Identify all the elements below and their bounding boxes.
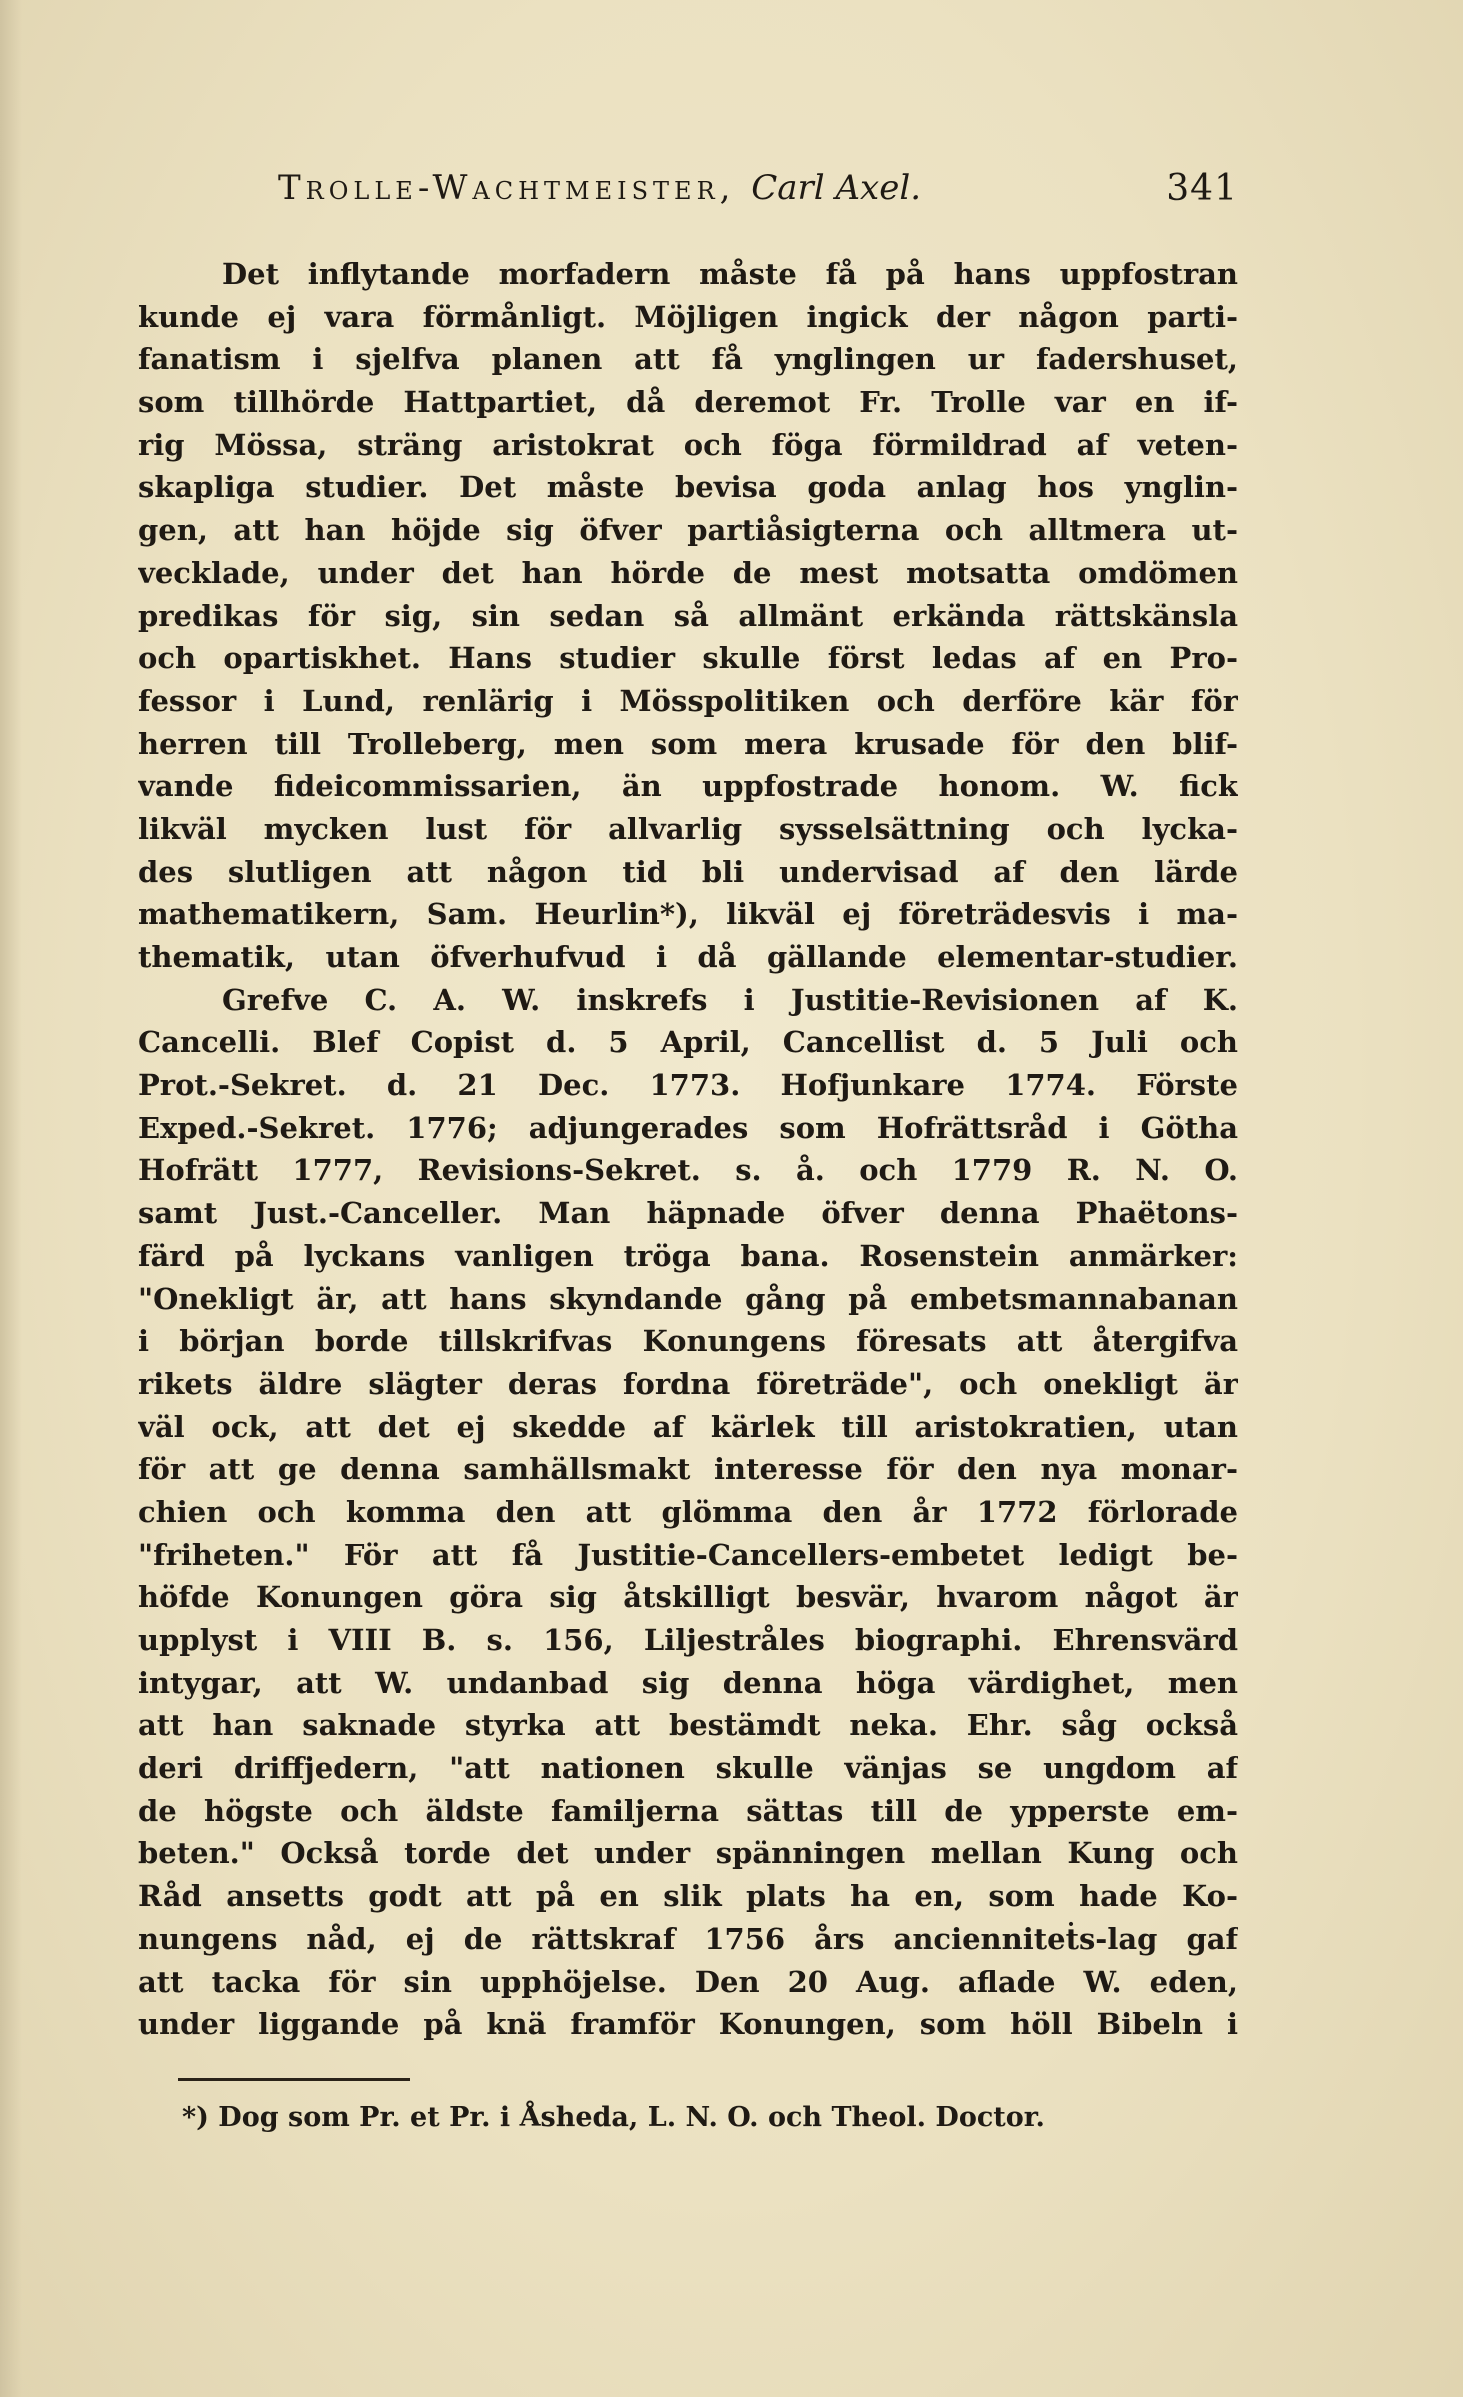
text-line: deri driffjedern, "att nationen skulle vänjas se ungdom af [138,1751,1238,1786]
text-line: herren till Trolleberg, men som mera krusade för den blif- [138,726,1238,761]
text-line: väl ock, att det ej skedde af kärlek till aristokratien, utan [138,1409,1238,1444]
text-line: färd på lyckans vanligen tröga bana. Rosenstein anmärker: [138,1238,1238,1273]
text-line: chien och komma den att glömma den år 1772 förlorade [138,1494,1238,1529]
running-header [278,168,1238,228]
text-line: att tacka för sin upphöjelse. Den 20 Aug. aflade W. eden, [138,1964,1238,1999]
text-line: beten." Också torde det under spänningen mellan Kung och [138,1836,1238,1871]
running-head-name: Trolle-Wachtmeister, [278,168,736,208]
running-head-given-name: Carl Axel. [751,168,922,208]
text-line: rig Mössa, sträng aristokrat och föga förmildrad af veten- [138,427,1238,462]
body-text [138,253,1238,2046]
text-line: skapliga studier. Det måste bevisa goda anlag hos ynglin- [138,470,1238,505]
text-line: thematik, utan öfverhufvud i då gällande elementar-studier. [138,940,1238,974]
text-line: "Onekligt är, att hans skyndande gång på embetsmannabanan [138,1281,1238,1316]
text-line: gen, att han höjde sig öfver partiåsigterna och alltmera ut- [138,513,1238,548]
text-line: som tillhörde Hattpartiet, då deremot Fr. Trolle var en if- [138,385,1238,420]
text-line: Hofrätt 1777, Revisions-Sekret. s. å. och 1779 R. N. O. [138,1153,1238,1188]
text-line: fanatism i sjelfva planen att få ynglingen ur fadershuset, [138,342,1238,377]
text-line: Råd ansetts godt att på en slik plats ha en, som hade Ko- [138,1879,1238,1914]
text-line: des slutligen att någon tid bli undervisad af den lärde [138,854,1238,889]
text-line: mathematikern, Sam. Heurlin*), likväl ej företrädesvis i ma- [138,897,1238,932]
text-line: Cancelli. Blef Copist d. 5 April, Cancellist d. 5 Juli och [138,1025,1238,1060]
running-head-title [278,168,921,208]
text-line: samt Just.-Canceller. Man häpnade öfver denna Phaëtons- [138,1196,1238,1231]
text-line: intygar, att W. undanbad sig denna höga värdighet, men [138,1665,1238,1700]
text-line: nungens nåd, ej de rättskraf 1756 års ancienniteṫs-lag gaf [138,1921,1238,1956]
footnote-rule [178,2078,410,2081]
text-line: likväl mycken lust för allvarlig sysselsättning och lycka- [138,811,1238,846]
text-line: vecklade, under det han hörde de mest motsatta omdömen [138,555,1238,590]
text-line: vande fideicommissarien, än uppfostrade honom. W. fick [138,769,1238,804]
text-line: Prot.-Sekret. d. 21 Dec. 1773. Hofjunkare 1774. Förste [138,1068,1238,1103]
page-number: 341 [1166,168,1238,209]
text-line: de högste och äldste familjerna sättas till de ypperste em- [138,1793,1238,1828]
text-line: och opartiskhet. Hans studier skulle först ledas af en Pro- [138,641,1238,676]
text-line: Exped.-Sekret. 1776; adjungerades som Hofrättsråd i Götha [138,1110,1238,1145]
text-line: i början borde tillskrifvas Konungens föresats att återgifva [138,1324,1238,1359]
text-line: rikets äldre slägter deras fordna företräde", och onekligt är [138,1366,1238,1401]
text-line: "friheten." För att få Justitie-Cancellers-embetet ledigt be- [138,1537,1238,1572]
text-line: under liggande på knä framför Konungen, som höll Bibeln i [138,2007,1238,2042]
text-line: upplyst i VIII B. s. 156, Liljestråles biographi. Ehrensvärd [138,1623,1238,1657]
page-edge-shadow [0,0,22,2397]
text-line: Grefve C. A. W. inskrefs i Justitie-Revisionen af K. [222,982,1238,1017]
text-line: kunde ej vara förmånligt. Möjligen ingick der någon parti- [138,299,1238,334]
text-line: predikas för sig, sin sedan så allmänt erkända rättskänsla [138,598,1238,633]
text-line: för att ge denna samhällsmakt interesse för den nya monar- [138,1452,1238,1487]
text-line: höfde Konungen göra sig åtskilligt besvär, hvarom något är [138,1580,1238,1615]
text-line: att han saknade styrka att bestämdt neka. Ehr. såg också [138,1708,1238,1743]
footnote: *) Dog som Pr. et Pr. i Åsheda, L. N. O. och Theol. Doctor. [182,2102,1045,2133]
text-line: fessor i Lund, renlärig i Mösspolitiken och derföre kär för [138,683,1238,718]
text-line: Det inflytande morfadern måste få på hans uppfostran [222,257,1238,291]
